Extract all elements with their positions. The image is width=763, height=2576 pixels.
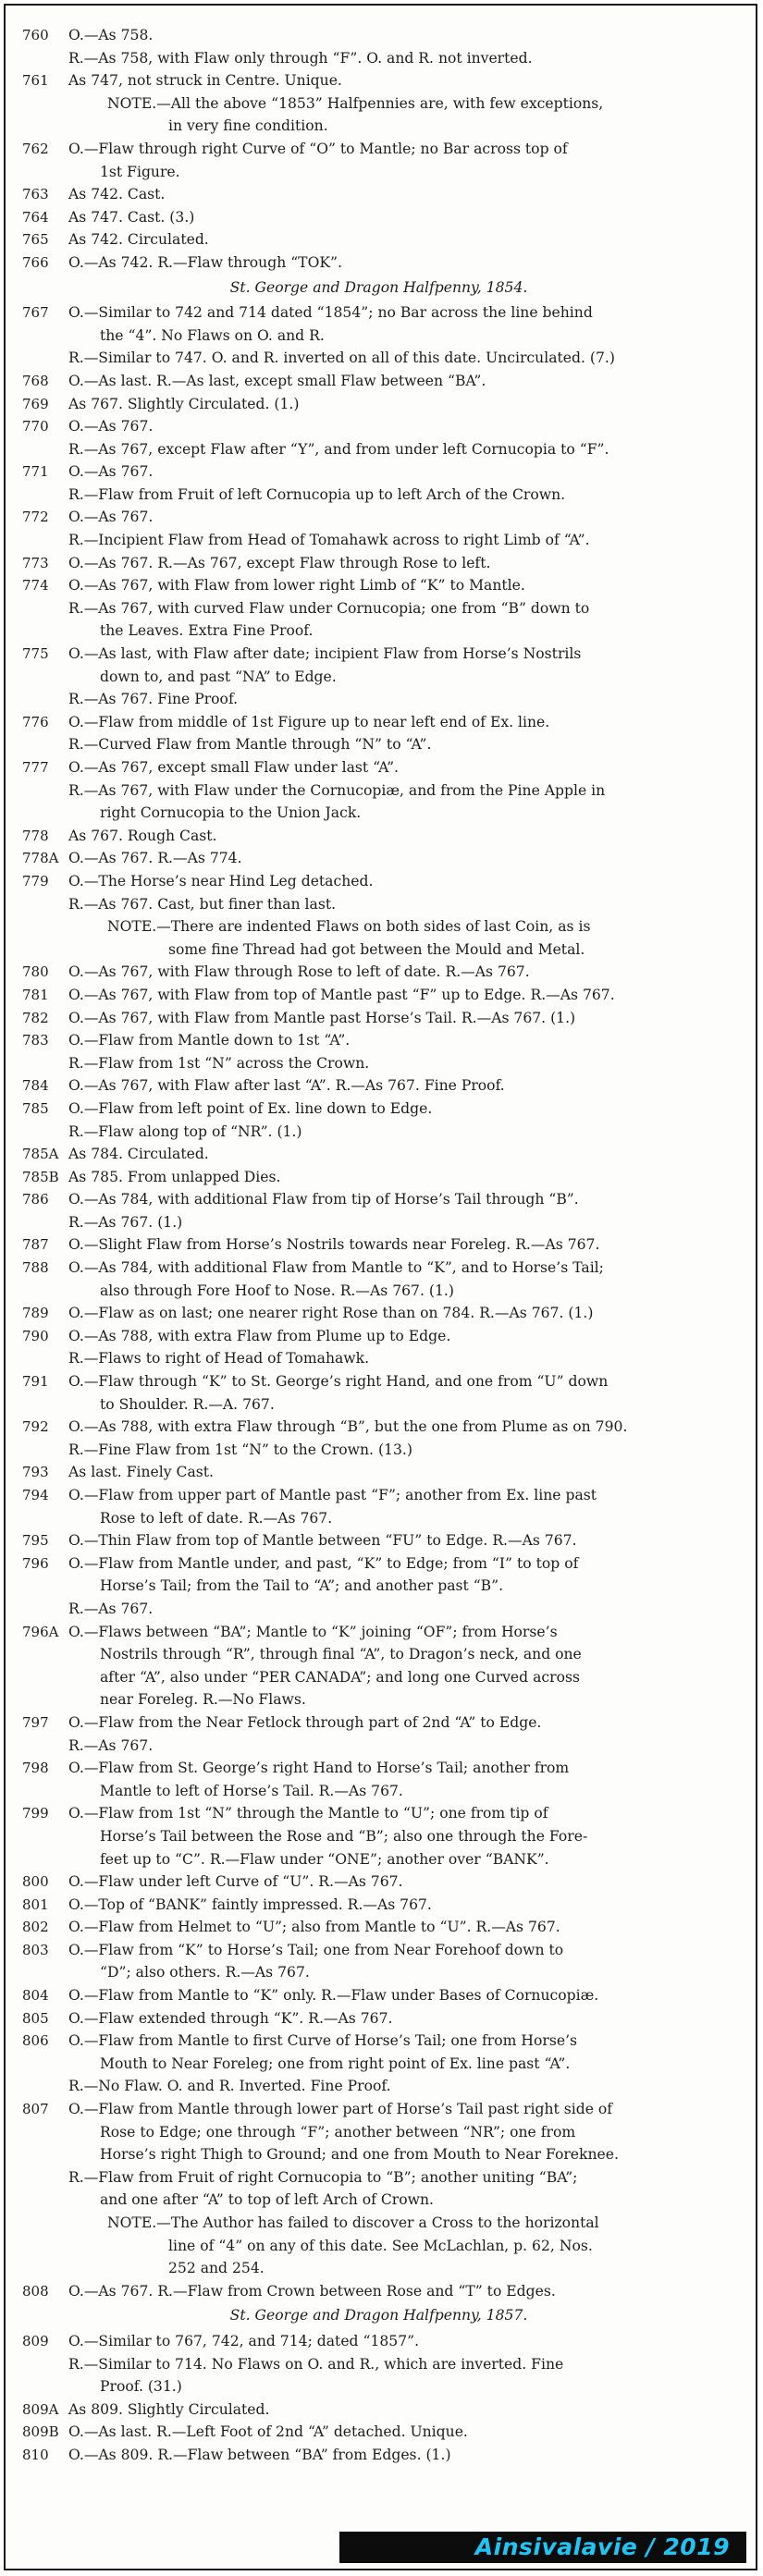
entry-line: O.—As 767. bbox=[68, 509, 154, 526]
entry-number: 796 bbox=[22, 1554, 49, 1572]
entry-line: R.—Fine Flaw from 1st “N” to the Crown. (13.) bbox=[68, 1441, 412, 1458]
catalogue-entry bbox=[22, 1302, 735, 1325]
entry-number: 784 bbox=[22, 1077, 49, 1095]
entry-line: O.—Flaw from 1st “N” through the Mantle to “U”; one from tip of bbox=[68, 1805, 548, 1822]
entry-line: O.—Similar to 742 and 714 dated “1854”; no Bar across the line behind bbox=[68, 304, 593, 322]
catalogue-entry bbox=[22, 393, 735, 416]
entry-line: down to, and past “NA” to Edge. bbox=[100, 668, 337, 685]
entry-line: R.—As 767, with Flaw under the Cornucopiæ, and from the Pine Apple in bbox=[68, 781, 606, 799]
catalogue-entry bbox=[22, 69, 735, 138]
section-heading: St. George and Dragon Halfpenny, 1857. bbox=[229, 2307, 528, 2325]
entry-number: 809 bbox=[22, 2332, 49, 2349]
entry-line: R.—Curved Flaw from Mantle through “N” to “A”. bbox=[68, 736, 432, 754]
entry-line: the “4”. No Flaws on O. and R. bbox=[100, 326, 325, 344]
entry-number: 776 bbox=[22, 713, 49, 730]
entry-description bbox=[68, 870, 735, 961]
entry-description bbox=[68, 1098, 735, 1143]
entry-line: O.—Flaw through right Curve of “O” to Mantle; no Bar across top of bbox=[68, 140, 568, 157]
watermark-banner: Ainsivalavie / 2019 bbox=[339, 2532, 746, 2563]
entry-number: 789 bbox=[22, 1305, 49, 1322]
entry-line: O.—As 758. bbox=[68, 27, 154, 43]
entry-description bbox=[68, 1894, 735, 1917]
entry-description bbox=[68, 2330, 735, 2398]
catalogue-entry bbox=[22, 2030, 735, 2098]
entry-number: 803 bbox=[22, 1941, 49, 1958]
entry-line: the Leaves. Extra Fine Proof. bbox=[100, 622, 314, 640]
catalogue-entry bbox=[22, 2398, 735, 2422]
entry-description bbox=[68, 1074, 735, 1098]
catalogue-entry bbox=[22, 1233, 735, 1257]
entry-line: O.—As last. R.—As last, except small Flaw between “BA”. bbox=[68, 372, 486, 389]
entry-line: O.—As last, with Flaw after date; incipient Flaw from Horse’s Nostrils bbox=[68, 645, 582, 663]
catalogue-entry bbox=[22, 370, 735, 393]
catalogue-entry bbox=[22, 138, 735, 183]
entry-line: R.—Similar to 714. No Flaws on O. and R., which are inverted. Fine bbox=[68, 2355, 564, 2373]
entry-line: O.—Flaw from the Near Fetlock through part of 2nd “A” to Edge. bbox=[68, 1713, 542, 1731]
catalogue-entry bbox=[22, 1029, 735, 1074]
entry-line: O.—As last. R.—Left Foot of 2nd “A” detached. Unique. bbox=[68, 2423, 468, 2441]
entry-number: 806 bbox=[22, 2032, 49, 2050]
entry-number: 791 bbox=[22, 1373, 49, 1391]
entry-description bbox=[68, 2444, 735, 2467]
entry-line: O.—As 767, with Flaw from Mantle past Horse’s Tail. R.—As 767. (1.) bbox=[68, 1009, 576, 1026]
entry-line: O.—As 767. R.—Flaw from Crown between Rose and “T” to Edges. bbox=[68, 2282, 556, 2300]
entry-number: 762 bbox=[22, 140, 49, 157]
entry-line: R.—As 767. Fine Proof. bbox=[68, 691, 239, 708]
entry-line: R.—As 767, except Flaw after “Y”, and from under left Cornucopia to “F”. bbox=[68, 440, 609, 458]
entry-description bbox=[68, 1529, 735, 1552]
entry-description bbox=[68, 1871, 735, 1894]
catalogue-entry bbox=[22, 870, 735, 961]
entry-description bbox=[68, 1166, 735, 1189]
catalogue-entry bbox=[22, 711, 735, 756]
entry-line: R.—As 767. bbox=[68, 1600, 154, 1617]
catalogue-entry bbox=[22, 1461, 735, 1484]
entry-note: NOTE.—The Author has failed to discover a Cross to the horizontal bbox=[107, 2214, 599, 2231]
entry-description bbox=[68, 138, 735, 183]
entry-line: Nostrils through “R”, through final “A”, to Dragon’s neck, and one bbox=[100, 1646, 582, 1663]
catalogue-entry bbox=[22, 1098, 735, 1143]
entry-line: Rose to left of date. R.—As 767. bbox=[100, 1509, 333, 1527]
entry-line: R.—As 767. Cast, but finer than last. bbox=[68, 895, 337, 913]
entry-line: O.—Flaw as on last; one nearer right Rose than on 784. R.—As 767. (1.) bbox=[68, 1305, 594, 1322]
entry-description bbox=[68, 2030, 735, 2098]
entry-description bbox=[68, 1757, 735, 1802]
catalogue-entry bbox=[22, 2330, 735, 2398]
catalogue-entry bbox=[22, 206, 735, 229]
entry-number: 801 bbox=[22, 1895, 49, 1913]
entry-line: R.—Flaw from 1st “N” across the Crown. bbox=[68, 1054, 370, 1072]
entry-number: 763 bbox=[22, 186, 49, 203]
catalogue-entry bbox=[22, 1621, 735, 1711]
entry-number: 769 bbox=[22, 395, 49, 412]
entry-line: O.—Flaw through “K” to St. George’s right Hand, and one from “U” down bbox=[68, 1373, 609, 1391]
catalogue-entry bbox=[22, 756, 735, 825]
entry-number: 810 bbox=[22, 2446, 49, 2463]
entry-note: in very fine condition. bbox=[168, 117, 328, 135]
entry-number: 790 bbox=[22, 1327, 49, 1344]
entry-line: O.—As 767, with Flaw through Rose to left of date. R.—As 767. bbox=[68, 963, 530, 981]
entry-line: “D”; also others. R.—As 767. bbox=[100, 1964, 310, 1981]
entry-line: O.—Flaw from left point of Ex. line down to Edge. bbox=[68, 1099, 433, 1117]
entry-number: 768 bbox=[22, 372, 49, 389]
catalogue-entry bbox=[22, 1916, 735, 1939]
entry-line: 1st Figure. bbox=[100, 163, 180, 180]
entry-description bbox=[68, 24, 735, 69]
entry-line: O.—Flaw from Mantle through lower part of Horse’s Tail past right side of bbox=[68, 2101, 613, 2118]
entry-line: O.—Flaw from “K” to Horse’s Tail; one from Near Forehoof down to bbox=[68, 1941, 564, 1958]
catalogue-entry bbox=[22, 1325, 735, 1370]
entry-number: 765 bbox=[22, 231, 49, 249]
catalogue-entry bbox=[22, 1370, 735, 1416]
catalogue-entry bbox=[22, 847, 735, 870]
entry-line: O.—As 784, with additional Flaw from tip of Horse’s Tail through “B”. bbox=[68, 1191, 579, 1208]
catalogue-entry bbox=[22, 1484, 735, 1529]
catalogue-entry bbox=[22, 1188, 735, 1233]
entry-description bbox=[68, 1711, 735, 1757]
entry-description bbox=[68, 460, 735, 506]
entry-description bbox=[68, 1302, 735, 1325]
entry-line: O.—As 788, with extra Flaw through “B”, but the one from Plume as on 790. bbox=[68, 1418, 628, 1436]
entry-line: O.—Flaw from St. George’s right Hand to Horse’s Tail; another from bbox=[68, 1760, 570, 1777]
entry-number: 774 bbox=[22, 577, 49, 595]
entry-number: 761 bbox=[22, 72, 49, 90]
catalogue-entry bbox=[22, 825, 735, 848]
entry-number: 771 bbox=[22, 463, 49, 481]
catalogue-entry bbox=[22, 1416, 735, 1461]
entry-description bbox=[68, 2098, 735, 2280]
catalogue-entry bbox=[22, 574, 735, 643]
entry-number: 779 bbox=[22, 872, 49, 889]
entry-description bbox=[68, 961, 735, 984]
entry-line: As 767. Rough Cast. bbox=[68, 827, 217, 844]
entry-line: R.—As 767, with curved Flaw under Cornucopia; one from “B” down to bbox=[68, 599, 590, 617]
entry-number: 809B bbox=[22, 2423, 59, 2441]
entry-description bbox=[68, 756, 735, 825]
catalogue-entry bbox=[22, 228, 735, 251]
entry-number: 785A bbox=[22, 1146, 59, 1163]
entry-line: O.—As 788, with extra Flaw from Plume up to Edge. bbox=[68, 1327, 451, 1344]
entry-description bbox=[68, 1984, 735, 2007]
entry-description bbox=[68, 552, 735, 575]
entry-number: 785 bbox=[22, 1099, 49, 1117]
entry-number: 773 bbox=[22, 554, 49, 571]
catalogue-entry bbox=[22, 1894, 735, 1917]
entry-number: 804 bbox=[22, 1987, 49, 2005]
entry-description bbox=[68, 2007, 735, 2030]
entry-number: 796A bbox=[22, 1623, 59, 1640]
catalogue-entry bbox=[22, 24, 735, 69]
entry-line: R.—Flaw along top of “NR”. (1.) bbox=[68, 1122, 302, 1140]
entry-line: As 747, not struck in Centre. Unique. bbox=[68, 72, 342, 90]
entry-number: 775 bbox=[22, 645, 49, 663]
entry-line: right Cornucopia to the Union Jack. bbox=[100, 804, 362, 822]
entry-line: O.—Flaw from middle of 1st Figure up to near left end of Ex. line. bbox=[68, 713, 550, 730]
entry-number: 805 bbox=[22, 2009, 49, 2027]
entry-line: Horse’s Tail between the Rose and “B”; also one through the Fore- bbox=[100, 1827, 588, 1845]
entry-line: O.—Slight Flaw from Horse’s Nostrils towards near Foreleg. R.—As 767. bbox=[68, 1236, 600, 1254]
entry-description bbox=[68, 1188, 735, 1233]
entry-number: 802 bbox=[22, 1919, 49, 1936]
catalogue-entry bbox=[22, 1166, 735, 1189]
entry-line: Horse’s right Thigh to Ground; and one from Mouth to Near Foreknee. bbox=[100, 2146, 619, 2164]
entry-line: after “A”, also under “PER CANADA”; and long one Curved across bbox=[100, 1668, 580, 1686]
entry-note: NOTE.—There are indented Flaws on both sides of last Coin, as is bbox=[107, 918, 591, 936]
entry-description bbox=[68, 1233, 735, 1257]
catalogue-entry bbox=[22, 1757, 735, 1802]
entry-line: R.—Similar to 747. O. and R. inverted on all of this date. Uncirculated. (7.) bbox=[68, 350, 615, 367]
entry-number: 760 bbox=[22, 27, 49, 43]
entry-description bbox=[68, 228, 735, 251]
catalogue-entry bbox=[22, 251, 735, 275]
entry-line: As 742. Circulated. bbox=[68, 231, 209, 249]
entry-description bbox=[68, 825, 735, 848]
page-frame bbox=[4, 4, 757, 2570]
catalogue-entry bbox=[22, 1143, 735, 1166]
entry-number: 781 bbox=[22, 986, 49, 1003]
entry-line: O.—As 767, with Flaw from lower right Limb of “K” to Mantle. bbox=[68, 577, 525, 595]
entry-description bbox=[68, 2280, 735, 2303]
entry-number: 772 bbox=[22, 509, 49, 526]
catalogue-entry bbox=[22, 1007, 735, 1030]
entry-note: 252 and 254. bbox=[168, 2260, 265, 2277]
entry-number: 764 bbox=[22, 208, 49, 226]
catalogue-entry bbox=[22, 1552, 735, 1621]
entry-number: 788 bbox=[22, 1259, 49, 1277]
entry-description bbox=[68, 1802, 735, 1871]
entry-line: As 784. Circulated. bbox=[68, 1146, 209, 1163]
entry-line: to Shoulder. R.—A. 767. bbox=[100, 1395, 275, 1413]
entry-number: 800 bbox=[22, 1873, 49, 1891]
catalogue-entry bbox=[22, 2444, 735, 2467]
entry-line: O.—As 767, with Flaw from top of Mantle past “F” up to Edge. R.—As 767. bbox=[68, 986, 615, 1003]
entry-note: line of “4” on any of this date. See McLachlan, p. 62, Nos. bbox=[168, 2237, 593, 2254]
entry-description bbox=[68, 183, 735, 206]
entry-line: Rose to Edge; one through “F”; another between “NR”; one from bbox=[100, 2123, 576, 2141]
entry-line: As 767. Slightly Circulated. (1.) bbox=[68, 395, 300, 412]
entry-line: O.—Flaws between “BA”; Mantle to “K” joining “OF”; from Horse’s bbox=[68, 1623, 558, 1640]
entry-line: Proof. (31.) bbox=[100, 2378, 182, 2396]
entry-number: 792 bbox=[22, 1418, 49, 1436]
entry-description bbox=[68, 1621, 735, 1711]
entry-line: feet up to “C”. R.—Flaw under “ONE”; another over “BANK”. bbox=[100, 1850, 549, 1868]
catalogue-entry bbox=[22, 1257, 735, 1302]
entry-line: Mouth to Near Foreleg; one from right point of Ex. line past “A”. bbox=[100, 2055, 571, 2072]
entry-line: Mantle to left of Horse’s Tail. R.—As 767. bbox=[100, 1782, 403, 1799]
entry-number: 783 bbox=[22, 1032, 49, 1049]
entry-number: 778A bbox=[22, 850, 59, 867]
entry-description bbox=[68, 393, 735, 416]
catalogue-entry bbox=[22, 1074, 735, 1098]
entry-line: R.—As 758, with Flaw only through “F”. O. and R. not inverted. bbox=[68, 49, 533, 67]
entry-description bbox=[68, 1484, 735, 1529]
catalogue-entry bbox=[22, 1939, 735, 1984]
entry-line: O.—Flaw from Mantle down to 1st “A”. bbox=[68, 1032, 351, 1049]
entry-line: O.—Flaw from upper part of Mantle past “F”; another from Ex. line past bbox=[68, 1487, 597, 1503]
entry-line: O.—The Horse’s near Hind Leg detached. bbox=[68, 872, 374, 889]
entry-description bbox=[68, 643, 735, 711]
entry-note: NOTE.—All the above “1853” Halfpennies are, with few exceptions, bbox=[107, 94, 604, 112]
entry-description bbox=[68, 1325, 735, 1370]
entry-line: As 747. Cast. (3.) bbox=[68, 208, 195, 226]
catalogue-entry bbox=[22, 1802, 735, 1871]
entry-number: 778 bbox=[22, 827, 49, 844]
entry-line: R.—No Flaw. O. and R. Inverted. Fine Proof. bbox=[68, 2078, 391, 2095]
entry-line: As last. Finely Cast. bbox=[68, 1464, 214, 1481]
entry-line: As 742. Cast. bbox=[68, 186, 166, 203]
entry-line: O.—Thin Flaw from top of Mantle between “FU” to Edge. R.—As 767. bbox=[68, 1532, 577, 1550]
entry-line: O.—Flaw from Helmet to “U”; also from Mantle to “U”. R.—As 767. bbox=[68, 1919, 560, 1936]
entry-number: 808 bbox=[22, 2282, 49, 2300]
entry-line: O.—Flaw extended through “K”. R.—As 767. bbox=[68, 2009, 393, 2027]
catalogue-entry bbox=[22, 643, 735, 711]
entry-number: 770 bbox=[22, 418, 49, 435]
entry-number: 799 bbox=[22, 1805, 49, 1822]
catalogue-entry bbox=[22, 2280, 735, 2303]
catalogue-entry bbox=[22, 961, 735, 984]
entry-line: O.—As 767, except small Flaw under last “A”. bbox=[68, 759, 400, 776]
catalogue-entry bbox=[22, 1984, 735, 2007]
entry-number: 777 bbox=[22, 759, 49, 776]
section-heading: St. George and Dragon Halfpenny, 1854. bbox=[229, 278, 528, 296]
entry-note: some fine Thread had got between the Mould and Metal. bbox=[168, 940, 585, 958]
entry-number: 795 bbox=[22, 1532, 49, 1550]
entry-line: O.—Flaw from Mantle to first Curve of Horse’s Tail; one from Horse’s bbox=[68, 2032, 578, 2050]
entry-description bbox=[68, 251, 735, 275]
entry-number: 797 bbox=[22, 1713, 49, 1731]
entry-number: 786 bbox=[22, 1191, 49, 1208]
entry-line: R.—As 767. (1.) bbox=[68, 1213, 183, 1231]
entry-number: 767 bbox=[22, 304, 49, 322]
entry-description bbox=[68, 1007, 735, 1030]
entry-description bbox=[68, 1257, 735, 1302]
catalogue-entry bbox=[22, 506, 735, 551]
entry-line: R.—Flaws to right of Head of Tomahawk. bbox=[68, 1350, 370, 1368]
entry-line: O.—As 767. bbox=[68, 418, 154, 435]
entry-line: and one after “A” to top of left Arch of Crown. bbox=[100, 2191, 434, 2209]
entry-line: R.—Flaw from Fruit of left Cornucopia up to left Arch of the Crown. bbox=[68, 485, 566, 503]
entry-line: R.—As 767. bbox=[68, 1736, 154, 1754]
entry-description bbox=[68, 1461, 735, 1484]
entry-line: O.—Top of “BANK” faintly impressed. R.—As 767. bbox=[68, 1895, 432, 1913]
catalogue-entry bbox=[22, 552, 735, 575]
entry-line: near Foreleg. R.—No Flaws. bbox=[100, 1691, 306, 1709]
entry-description bbox=[68, 1143, 735, 1166]
entry-line: As 785. From unlapped Dies. bbox=[68, 1168, 281, 1185]
catalogue-entry bbox=[22, 1871, 735, 1894]
entry-line: O.—Flaw under left Curve of “U”. R.—As 767. bbox=[68, 1873, 403, 1891]
entry-line: O.—Flaw from Mantle to “K” only. R.—Flaw under Bases of Cornucopiæ. bbox=[68, 1987, 599, 2005]
catalogue-entry bbox=[22, 984, 735, 1007]
entry-line: O.—As 767. bbox=[68, 463, 154, 481]
entry-number: 794 bbox=[22, 1487, 49, 1503]
entry-line: O.—As 809. R.—Flaw between “BA” from Edges. (1.) bbox=[68, 2446, 451, 2463]
catalogue-entry bbox=[22, 415, 735, 460]
entry-number: 785B bbox=[22, 1168, 59, 1185]
entry-line: O.—As 767. R.—As 767, except Flaw through Rose to left. bbox=[68, 554, 491, 571]
entry-description bbox=[68, 847, 735, 870]
catalogue-page bbox=[6, 6, 756, 2467]
entry-number: 809A bbox=[22, 2400, 59, 2418]
entry-description bbox=[68, 506, 735, 551]
entry-line: Horse’s Tail; from the Tail to “A”; and another past “B”. bbox=[100, 1577, 504, 1595]
entry-description bbox=[68, 206, 735, 229]
entry-description bbox=[68, 370, 735, 393]
catalogue-entry bbox=[22, 301, 735, 370]
entry-description bbox=[68, 1552, 735, 1621]
entry-line: O.—As 767. R.—As 774. bbox=[68, 850, 242, 867]
catalogue-entry bbox=[22, 1711, 735, 1757]
entry-line: As 809. Slightly Circulated. bbox=[68, 2400, 270, 2418]
entry-description bbox=[68, 1916, 735, 1939]
entry-line: O.—As 742. R.—Flaw through “TOK”. bbox=[68, 253, 342, 271]
entry-description bbox=[68, 1029, 735, 1074]
entry-line: O.—Similar to 767, 742, and 714; dated “1857”. bbox=[68, 2332, 420, 2349]
entry-line: O.—As 767, with Flaw after last “A”. R.—As 767. Fine Proof. bbox=[68, 1077, 505, 1095]
entry-description bbox=[68, 2398, 735, 2422]
entry-line: O.—Flaw from Mantle under, and past, “K” to Edge; from “I” to top of bbox=[68, 1554, 579, 1572]
entry-description bbox=[68, 1939, 735, 1984]
entry-number: 807 bbox=[22, 2101, 49, 2118]
entry-description bbox=[68, 711, 735, 756]
catalogue-entry bbox=[22, 2007, 735, 2030]
entry-number: 787 bbox=[22, 1236, 49, 1254]
entry-number: 780 bbox=[22, 963, 49, 981]
catalogue-entry bbox=[22, 2098, 735, 2280]
entry-number: 798 bbox=[22, 1760, 49, 1777]
entry-line: R.—Flaw from Fruit of right Cornucopia to “B”; another uniting “BA”; bbox=[68, 2168, 578, 2186]
catalogue-entry bbox=[22, 2421, 735, 2444]
entry-number: 782 bbox=[22, 1009, 49, 1026]
entry-description bbox=[68, 415, 735, 460]
entry-line: R.—Incipient Flaw from Head of Tomahawk across to right Limb of “A”. bbox=[68, 532, 590, 549]
entry-description bbox=[68, 301, 735, 370]
catalogue-entry bbox=[22, 1529, 735, 1552]
entry-description bbox=[68, 2421, 735, 2444]
entry-number: 793 bbox=[22, 1464, 49, 1481]
entry-description bbox=[68, 69, 735, 138]
entry-number: 766 bbox=[22, 253, 49, 271]
catalogue-entry bbox=[22, 183, 735, 206]
entry-description bbox=[68, 1416, 735, 1461]
catalogue-entry bbox=[22, 460, 735, 506]
entry-line: also through Fore Hoof to Nose. R.—As 767. (1.) bbox=[100, 1282, 454, 1299]
entry-line: O.—As 784, with additional Flaw from Mantle to “K”, and to Horse’s Tail; bbox=[68, 1259, 604, 1277]
entry-description bbox=[68, 1370, 735, 1416]
entry-description bbox=[68, 574, 735, 643]
entry-description bbox=[68, 984, 735, 1007]
